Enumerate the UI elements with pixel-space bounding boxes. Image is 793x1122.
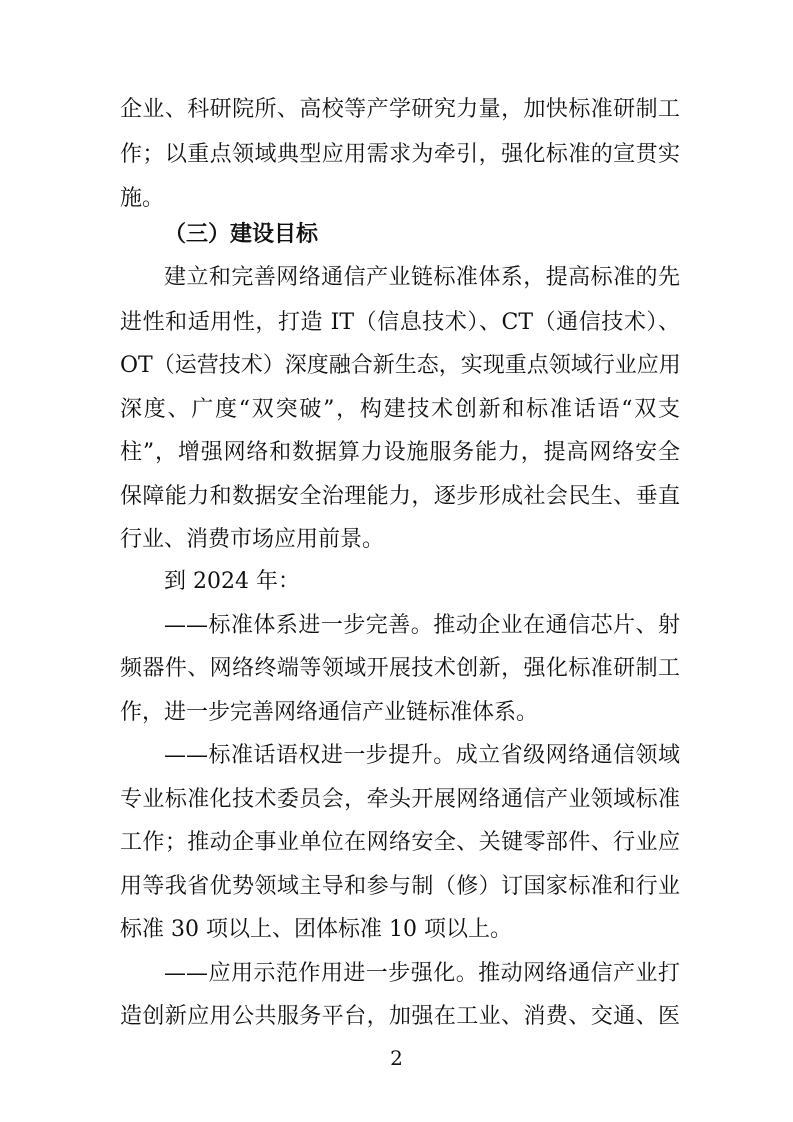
- text-line: 专业标准化技术委员会，牵头开展网络通信产业领域标准: [120, 787, 680, 812]
- text-line: 柱”，增强网络和数据算力设施服务能力，提高网络安全: [120, 440, 680, 465]
- text-line: 施。: [120, 186, 165, 211]
- text-line: 深度、广度“双突破”，构建技术创新和标准话语“双支: [120, 397, 680, 422]
- text-line: 作；以重点领域典型应用需求为牵引，强化标准的宣贯实: [120, 142, 680, 167]
- text-line: 用等我省优势领域主导和参与制（修）订国家标准和行业: [120, 874, 680, 899]
- text-line: 企业、科研院所、高校等产学研究力量，加快标准研制工: [120, 97, 680, 122]
- text-line: 作，进一步完善网络通信产业链标准体系。: [120, 700, 539, 725]
- section-heading: （三）建设目标: [164, 221, 319, 247]
- text-line: 工作；推动企事业单位在网络安全、关键零部件、行业应: [120, 830, 680, 855]
- page-number: 2: [390, 1046, 403, 1070]
- text-line: ——标准体系进一步完善。推动企业在通信芯片、射: [164, 613, 680, 638]
- text-line: ——应用示范作用进一步强化。推动网络通信产业打: [164, 961, 680, 986]
- text-line: ——标准话语权进一步提升。成立省级网络通信领域: [164, 743, 680, 768]
- text-line: 造创新应用公共服务平台，加强在工业、消费、交通、医: [120, 1004, 680, 1029]
- text-line: 到 2024 年：: [164, 569, 300, 594]
- text-line: 标准 30 项以上、团体标准 10 项以上。: [120, 917, 512, 942]
- text-line: 建立和完善网络通信产业链标准体系，提高标准的先: [164, 265, 680, 290]
- text-line: 行业、消费市场应用前景。: [120, 527, 385, 552]
- text-line: 保障能力和数据安全治理能力，逐步形成社会民生、垂直: [120, 484, 680, 509]
- text-line: OT（运营技术）深度融合新生态，实现重点领域行业应用: [120, 353, 681, 378]
- text-line: 进性和适用性，打造 IT（信息技术）、CT（通信技术）、: [120, 310, 680, 335]
- text-line: 频器件、网络终端等领域开展技术创新，强化标准研制工: [120, 656, 680, 681]
